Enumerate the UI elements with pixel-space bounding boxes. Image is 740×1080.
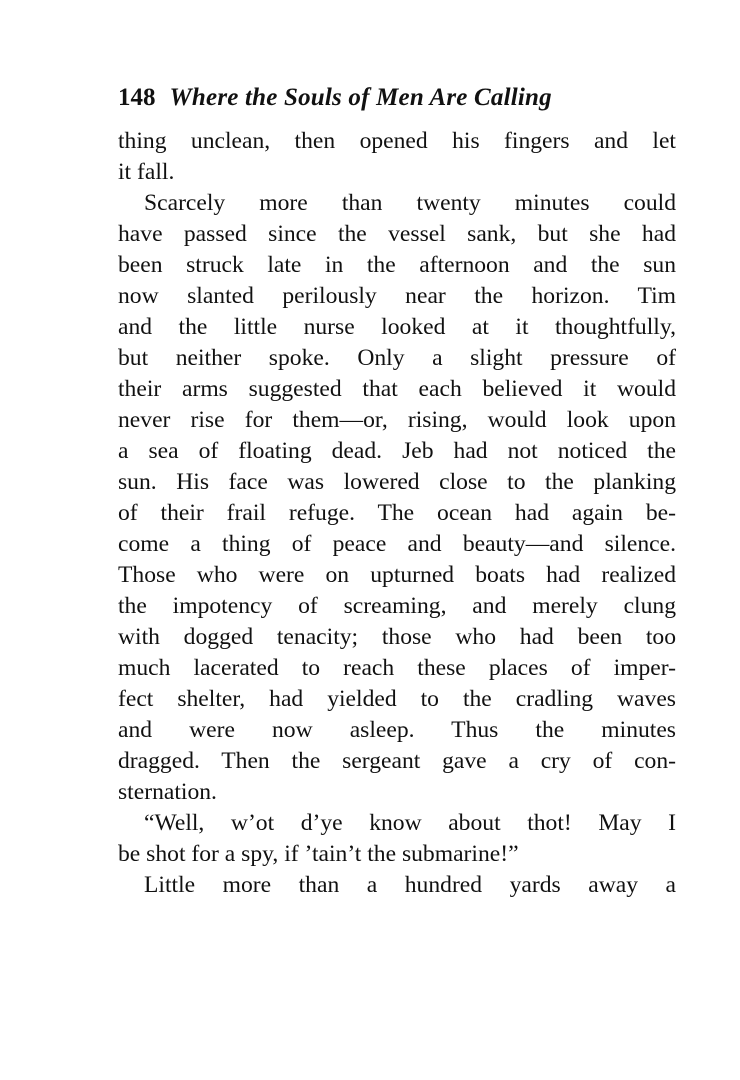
paragraph-1: [118, 126, 676, 188]
text-line: but neither spoke. Only a slight pressure of: [118, 345, 676, 371]
text-line: never rise for them—or, rising, would look upon: [118, 407, 676, 433]
text-line: come a thing of peace and beauty—and silence.: [118, 531, 676, 557]
text-line: Little more than a hundred yards away a: [144, 872, 676, 898]
text-line: Those who were on upturned boats had realized: [118, 562, 676, 588]
text-line: sun. His face was lowered close to the planking: [118, 469, 676, 495]
body-text: [118, 126, 676, 901]
text-line: and the little nurse looked at it thoughtfully,: [118, 314, 676, 340]
text-line: “Well, w’ot d’ye know about thot! May I: [144, 810, 676, 836]
paragraph-2: [118, 188, 676, 808]
text-line: be shot for a spy, if ’tain’t the submarine!”: [118, 841, 519, 867]
text-line: now slanted perilously near the horizon. Tim: [118, 283, 676, 309]
text-line: Scarcely more than twenty minutes could: [144, 190, 676, 216]
text-line: thing unclean, then opened his fingers and let: [118, 128, 676, 154]
text-line: with dogged tenacity; those who had been too: [118, 624, 676, 650]
text-line: their arms suggested that each believed it would: [118, 376, 676, 402]
text-line: of their frail refuge. The ocean had again be-: [118, 500, 676, 526]
text-line: dragged. Then the sergeant gave a cry of con-: [118, 748, 676, 774]
text-line: have passed since the vessel sank, but she had: [118, 221, 676, 247]
running-title: Where the Souls of Men Are Calling: [169, 84, 552, 111]
text-line: the impotency of screaming, and merely clung: [118, 593, 676, 619]
text-line: fect shelter, had yielded to the cradling waves: [118, 686, 676, 712]
running-head: [118, 80, 678, 116]
text-line: a sea of floating dead. Jeb had not noticed the: [118, 438, 676, 464]
text-line: much lacerated to reach these places of imper-: [118, 655, 676, 681]
text-line: been struck late in the afternoon and the sun: [118, 252, 676, 278]
paragraph-4: [118, 870, 676, 901]
page-number: 148: [118, 84, 156, 111]
text-line: sternation.: [118, 779, 217, 805]
text-line: and were now asleep. Thus the minutes: [118, 717, 676, 743]
text-line: it fall.: [118, 159, 175, 185]
paragraph-3: [118, 808, 676, 870]
